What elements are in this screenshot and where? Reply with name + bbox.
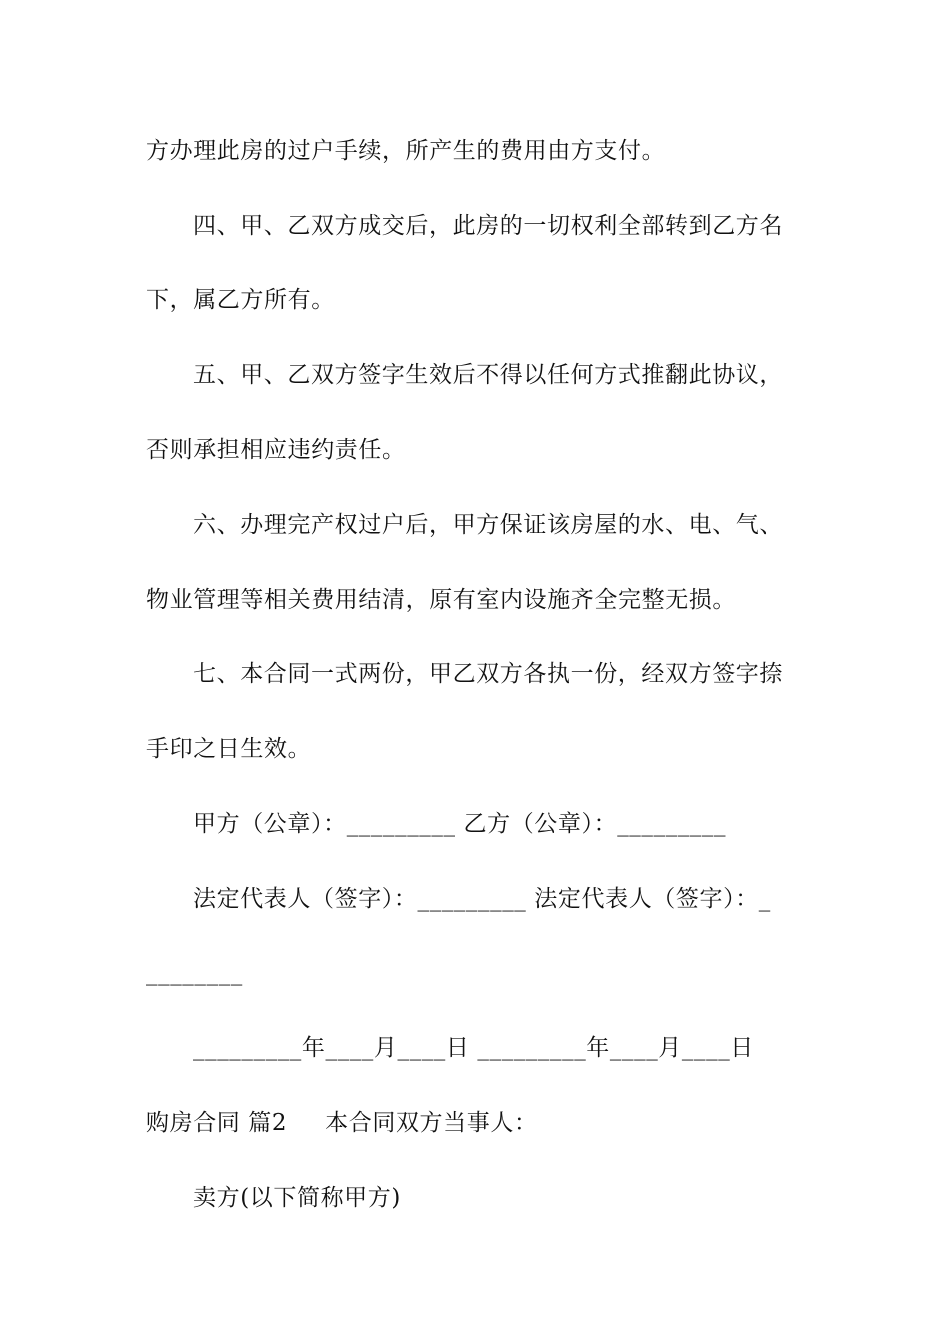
clause-five-line: 五、甲、乙双方签字生效后不得以任何方式推翻此协议， <box>193 362 783 388</box>
seller-line: 卖方(以下简称甲方) <box>193 1185 401 1211</box>
paragraph-line: 物业管理等相关费用结清，原有室内设施齐全完整无损。 <box>146 587 736 613</box>
signature-continuation-line: ________ <box>146 960 243 986</box>
section-heading-row <box>146 1108 538 1138</box>
paragraph-line: 手印之日生效。 <box>146 736 312 762</box>
paragraph-line: 否则承担相应违约责任。 <box>146 437 406 463</box>
clause-six-line: 六、办理完产权过户后，甲方保证该房屋的水、电、气、 <box>193 512 783 538</box>
section-intro: 本合同双方当事人： <box>325 1110 538 1136</box>
section-heading: 购房合同 篇2 <box>146 1110 288 1136</box>
clause-seven-line: 七、本合同一式两份，甲乙双方各执一份，经双方签字捺 <box>193 661 783 687</box>
representative-signature-line: 法定代表人（签字）：_________ 法定代表人（签字）：_ <box>193 886 771 912</box>
date-line: _________年____月____日 _________年____月____日 <box>193 1035 754 1061</box>
paragraph-line: 下，属乙方所有。 <box>146 287 335 313</box>
seal-signature-line: 甲方（公章）：_________ 乙方（公章）：_________ <box>193 811 727 837</box>
paragraph-line: 方办理此房的过户手续，所产生的费用由方支付。 <box>146 138 666 164</box>
clause-four-line: 四、甲、乙双方成交后，此房的一切权利全部转到乙方名 <box>193 213 783 239</box>
